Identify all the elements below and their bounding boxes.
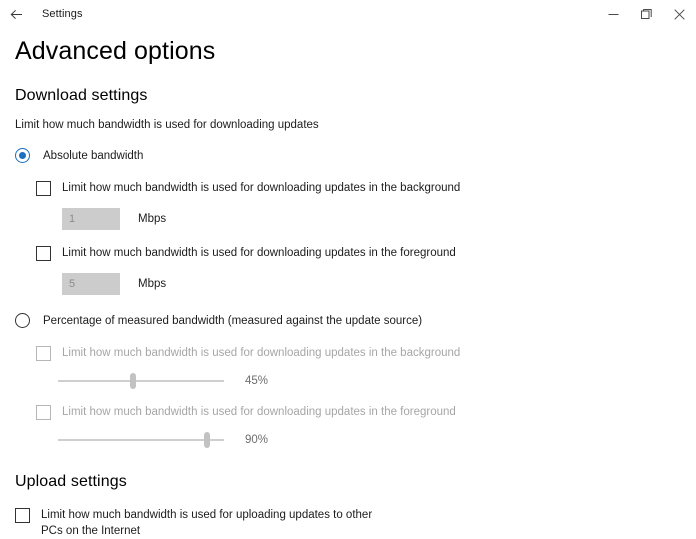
slider-percentage-foreground-track [58,439,224,441]
checkbox-absolute-background-label: Limit how much bandwidth is used for downloading updates in the background [62,182,461,194]
slider-percentage-background-track [58,380,224,382]
checkbox-percentage-foreground-label: Limit how much bandwidth is used for downloading updates in the foreground [62,406,456,418]
absolute-background-field-row [62,208,696,230]
window-controls [597,0,696,28]
close-button[interactable] [663,0,696,28]
checkbox-absolute-foreground-box [36,246,51,261]
minimize-icon [608,9,619,20]
checkbox-absolute-foreground-label: Limit how much bandwidth is used for downloading updates in the foreground [62,247,456,259]
radio-absolute-bandwidth[interactable] [15,148,696,163]
checkbox-percentage-background-box [36,346,51,361]
checkbox-upload-limit[interactable] [15,508,385,539]
absolute-foreground-unit: Mbps [138,278,167,290]
slider-row-percentage-background [58,371,696,391]
app-title: Settings [42,8,83,20]
absolute-background-input[interactable]: 1 [62,208,120,230]
slider-percentage-foreground[interactable] [58,430,224,450]
minimize-button[interactable] [597,0,630,28]
checkbox-percentage-background[interactable] [36,346,696,361]
download-settings-description: Limit how much bandwidth is used for downloading updates [15,119,319,131]
checkbox-percentage-foreground[interactable] [36,405,696,420]
upload-settings-heading: Upload settings [15,473,127,490]
back-button[interactable] [0,0,32,28]
absolute-foreground-input[interactable]: 5 [62,273,120,295]
title-bar [0,0,696,28]
download-settings-heading: Download settings [15,87,148,104]
radio-percentage-bandwidth[interactable] [15,313,696,328]
checkbox-absolute-foreground[interactable] [36,246,696,261]
checkbox-absolute-background-box [36,181,51,196]
checkbox-percentage-background-label: Limit how much bandwidth is used for downloading updates in the background [62,347,461,359]
page-title: Advanced options [15,37,216,65]
slider-row-percentage-foreground [58,430,696,450]
slider-percentage-background-thumb[interactable] [130,373,136,389]
settings-page [0,37,696,539]
radio-absolute-bandwidth-indicator [15,148,30,163]
slider-percentage-background[interactable] [58,371,224,391]
absolute-foreground-field-row [62,273,696,295]
slider-percentage-background-value: 45% [245,375,269,387]
checkbox-percentage-foreground-box [36,405,51,420]
radio-percentage-bandwidth-indicator [15,313,30,328]
maximize-button[interactable] [630,0,663,28]
checkbox-upload-limit-label: Limit how much bandwidth is used for uploading updates to other PCs on the Internet [41,509,373,537]
back-arrow-icon [10,8,23,21]
close-icon [674,9,685,20]
slider-percentage-foreground-value: 90% [245,434,269,446]
radio-percentage-bandwidth-label: Percentage of measured bandwidth (measured against the update source) [43,314,423,327]
radio-absolute-bandwidth-label: Absolute bandwidth [43,149,144,162]
slider-percentage-foreground-thumb[interactable] [204,432,210,448]
absolute-background-unit: Mbps [138,213,167,225]
checkbox-upload-limit-box [15,508,30,523]
checkbox-absolute-background[interactable] [36,181,696,196]
maximize-restore-icon [641,9,652,20]
